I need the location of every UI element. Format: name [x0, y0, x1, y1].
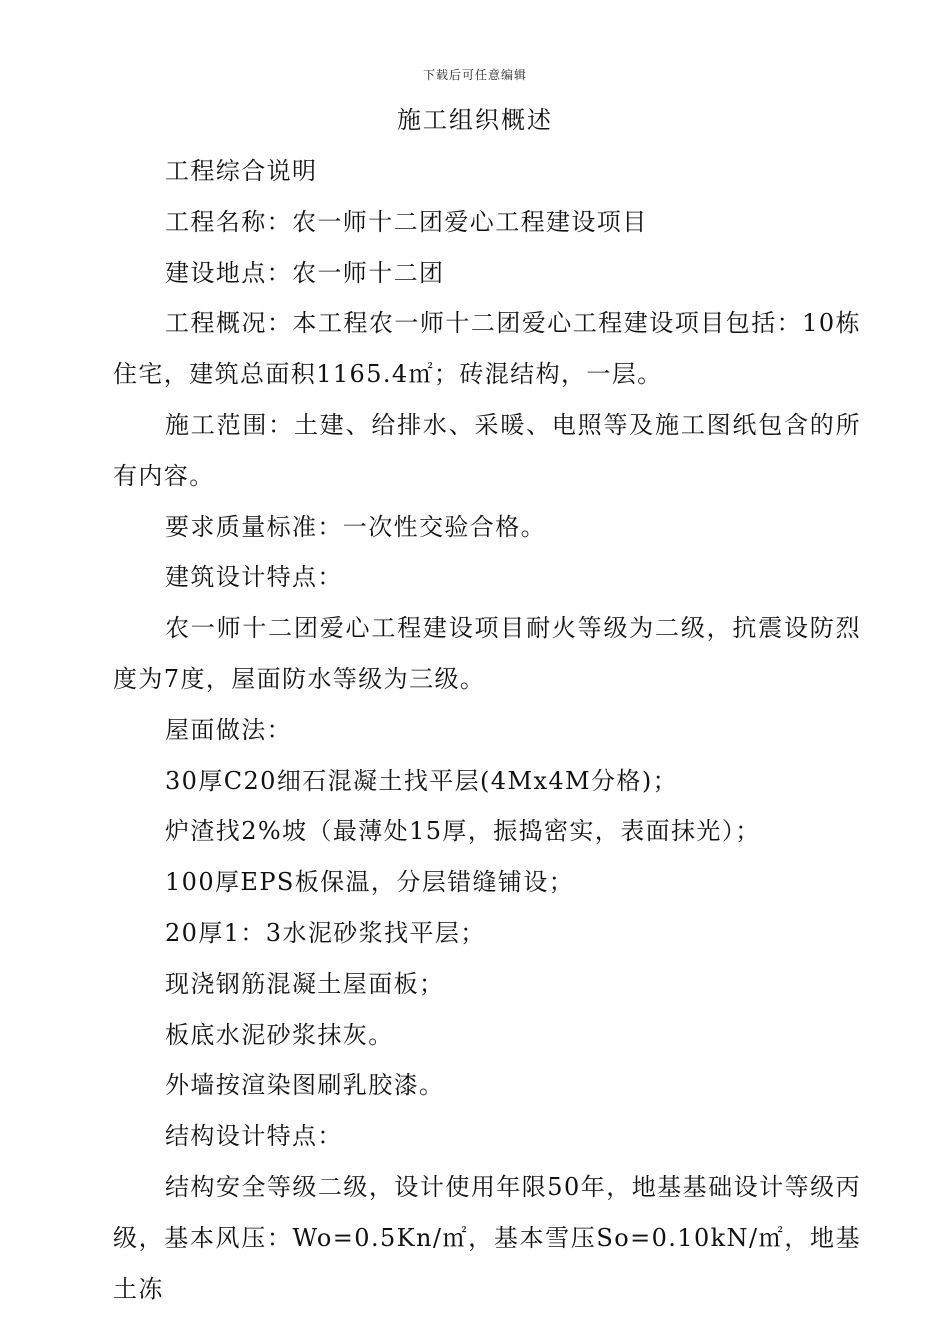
section-heading-architecture: 建筑设计特点： — [165, 563, 343, 592]
list-item: 炉渣找2%坡（最薄处15厚，振捣密实，表面抹光）； — [165, 817, 761, 846]
document-title: 施工组织概述 — [397, 106, 553, 134]
paragraph-project-summary: 工程概况：本工程农一师十二团爱心工程建设项目包括：10栋住宅，建筑总面积1165.4㎡；砖混结构，一层。 — [113, 309, 861, 389]
paragraph-exterior-wall: 外墙按渲染图刷乳胶漆。 — [165, 1071, 445, 1100]
paragraph-structure-details: 结构安全等级二级，设计使用年限50年，地基基础设计等级丙级，基本风压：Wo=0.5Kn/㎡，基本雪压So=0.10kN/㎡，地基土冻 — [113, 1172, 862, 1303]
header-note: 下载后可任意编辑 — [422, 68, 527, 82]
list-item: 100厚EPS板保温，分层错缝铺设； — [165, 868, 575, 897]
section-heading-structure: 结构设计特点： — [165, 1122, 343, 1151]
paragraph-quality-standard: 要求质量标准：一次性交验合格。 — [165, 512, 546, 541]
list-item: 现浇钢筋混凝土屋面板； — [165, 969, 445, 998]
document-body — [113, 146, 861, 1314]
paragraph-project-name: 工程名称：农一师十二团爱心工程建设项目 — [165, 207, 648, 236]
paragraph-location: 建设地点：农一师十二团 — [165, 258, 445, 287]
section-heading-roof: 屋面做法： — [165, 715, 292, 744]
list-item: 30厚C20细石混凝土找平层(4Mx4M分格)； — [165, 766, 678, 795]
list-item: 20厚1：3水泥砂浆找平层； — [165, 918, 486, 947]
paragraph-fire-rating: 农一师十二团爱心工程建设项目耐火等级为二级，抗震设防烈度为7度，屋面防水等级为三级。 — [113, 614, 861, 693]
list-item: 板底水泥砂浆抹灰。 — [165, 1020, 394, 1049]
section-heading-overview: 工程综合说明 — [165, 157, 318, 185]
paragraph-scope: 施工范围：土建、给排水、采暖、电照等及施工图纸包含的所有内容。 — [113, 410, 861, 490]
